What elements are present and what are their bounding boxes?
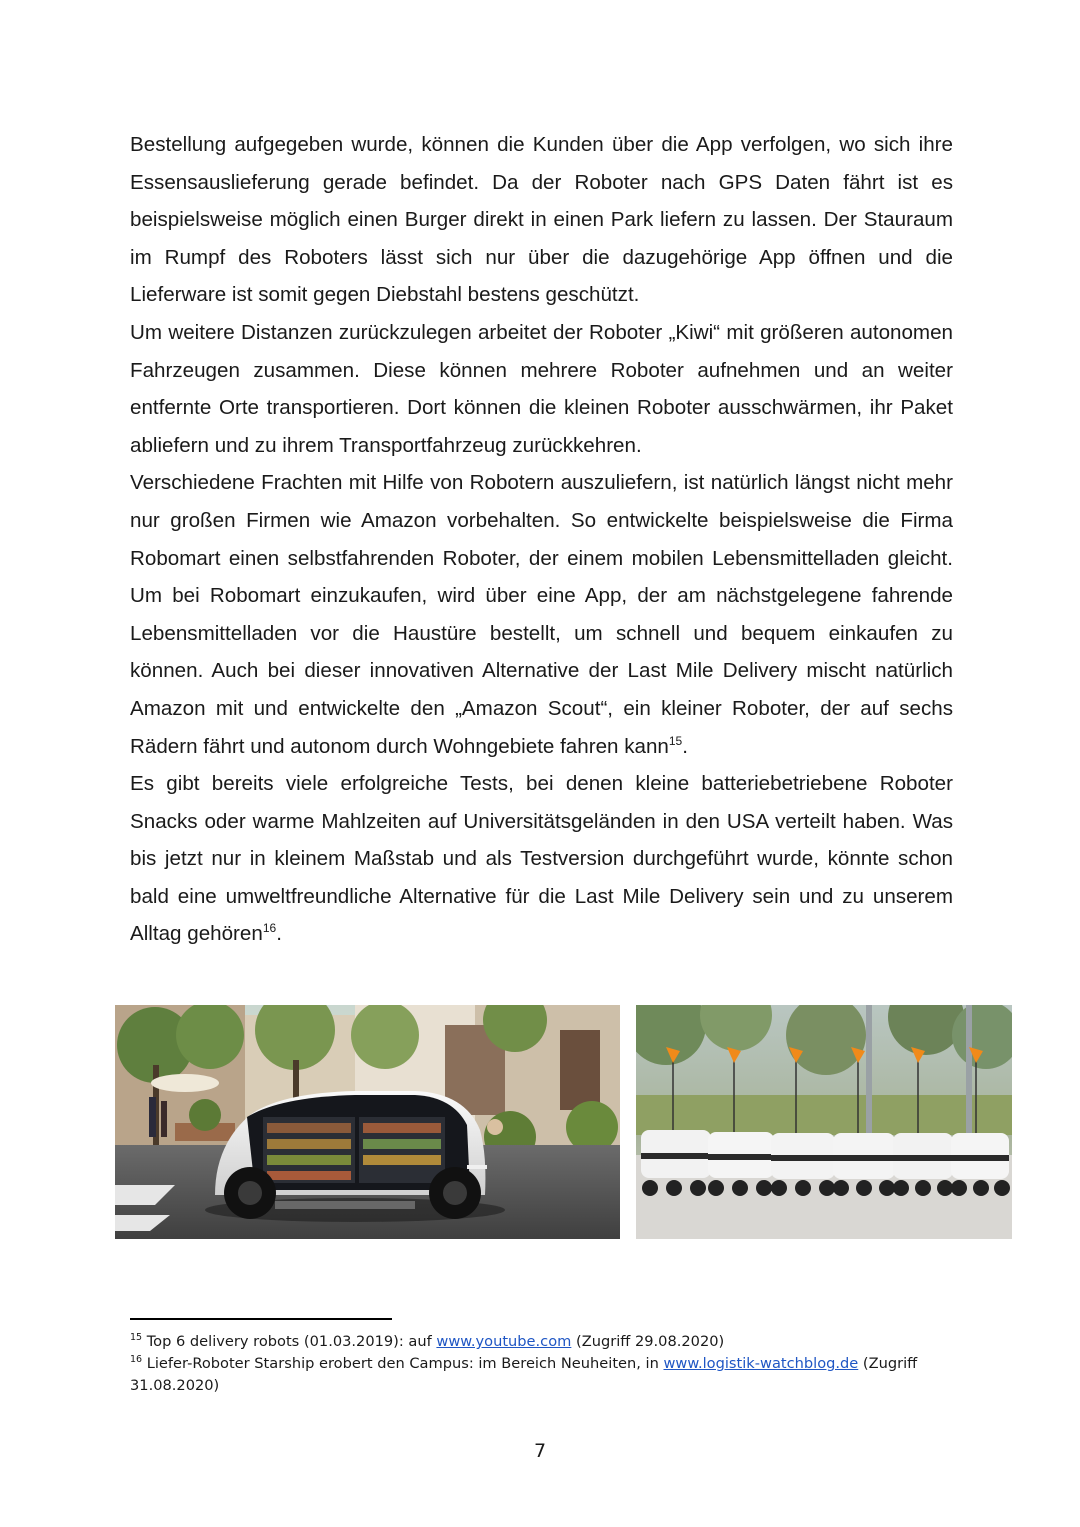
footnote (130, 1331, 953, 1353)
paragraph-text: Es gibt bereits viele erfolgreiche Tests, bei denen kleine batteriebetriebene Roboter Snacks oder warme Mahlzeiten auf Universitätsgeländen in den USA verteilt haben. Was bis jetzt nur in kleinem Maßstab und als Testversion durchgeführt wurde, könnte schon bald eine umweltfreundliche Alternative für die Last Mile Delivery sein und zu unserem Alltag gehören (130, 772, 953, 946)
footnote-reference[interactable]: 15 (668, 733, 683, 748)
robomart-vehicle-illustration (115, 1005, 620, 1239)
paragraph (130, 765, 953, 953)
footnote-text: (Zugriff 29.08.2020) (571, 1333, 725, 1350)
footnote-text: (Zugriff 31.08.2020) (130, 1355, 918, 1394)
footnotes (130, 1331, 953, 1397)
paragraph-text: Verschiedene Frachten mit Hilfe von Robotern auszuliefern, ist natürlich längst nicht mehr nur großen Firmen wie Amazon vorbehalten. So entwickelte beispielsweise die Firma Robomart einen selbstfahrenden Roboter, der einem mobilen Lebensmittelladen gleicht. Um bei Robomart einzukaufen, wird über eine App, der am nächstgelegene fahrende Lebensmittelladen vor die Haustüre bestellt, um schnell und bequem einkaufen zu können. Auch bei dieser innovativen Alternative der Last Mile Delivery mischt natürlich Amazon mit und entwickelte den „Amazon Scout“, ein kleiner Roboter, der auf sechs Rädern fährt und autonom durch Wohngebiete fahren kann (130, 471, 953, 758)
body-text (130, 126, 953, 953)
footnote-text: Liefer-Roboter Starship erobert den Campus: im Bereich Neuheiten, in (146, 1355, 664, 1372)
paragraph-end: . (682, 734, 688, 758)
delivery-robots-illustration (636, 1005, 1012, 1239)
footnote-number: 16 (130, 1354, 143, 1366)
paragraph (130, 314, 953, 464)
footnote-link[interactable]: www.youtube.com (436, 1333, 572, 1350)
paragraph-text: Bestellung aufgegeben wurde, können die Kunden über die App verfolgen, wo sich ihre Essensauslieferung gerade befindet. Da der Roboter nach GPS Daten fährt ist es beispielsweise möglich einen Burger direkt in einen Park liefern zu lassen. Der Stauraum im Rumpf des Roboters lässt sich nur über die dazugehörige App öffnen und die Lieferware ist somit gegen Diebstahl bestens geschützt. (130, 133, 953, 307)
footnote-separator (130, 1318, 392, 1320)
paragraph-text: Um weitere Distanzen zurückzulegen arbeitet der Roboter „Kiwi“ mit größeren autonomen Fahrzeugen zusammen. Diese können mehrere Roboter aufnehmen und an weiter entfernte Orte transportieren. Dort können die kleinen Roboter ausschwärmen, ihr Paket abliefern und zu ihrem Transportfahrzeug zurückkehren. (130, 320, 953, 457)
footnote-text: Top 6 delivery robots (01.03.2019): auf (146, 1333, 437, 1350)
footnote-number: 15 (130, 1332, 143, 1344)
page-number: 7 (533, 1440, 547, 1462)
footnote-link[interactable]: www.logistik-watchblog.de (663, 1355, 859, 1372)
paragraph (130, 464, 953, 765)
starship-robots-photo (636, 1005, 1012, 1239)
paragraph (130, 126, 953, 314)
footnote-reference[interactable]: 16 (262, 921, 277, 936)
robomart-photo (115, 1005, 620, 1239)
footnote (130, 1353, 953, 1397)
paragraph-end: . (276, 922, 282, 946)
